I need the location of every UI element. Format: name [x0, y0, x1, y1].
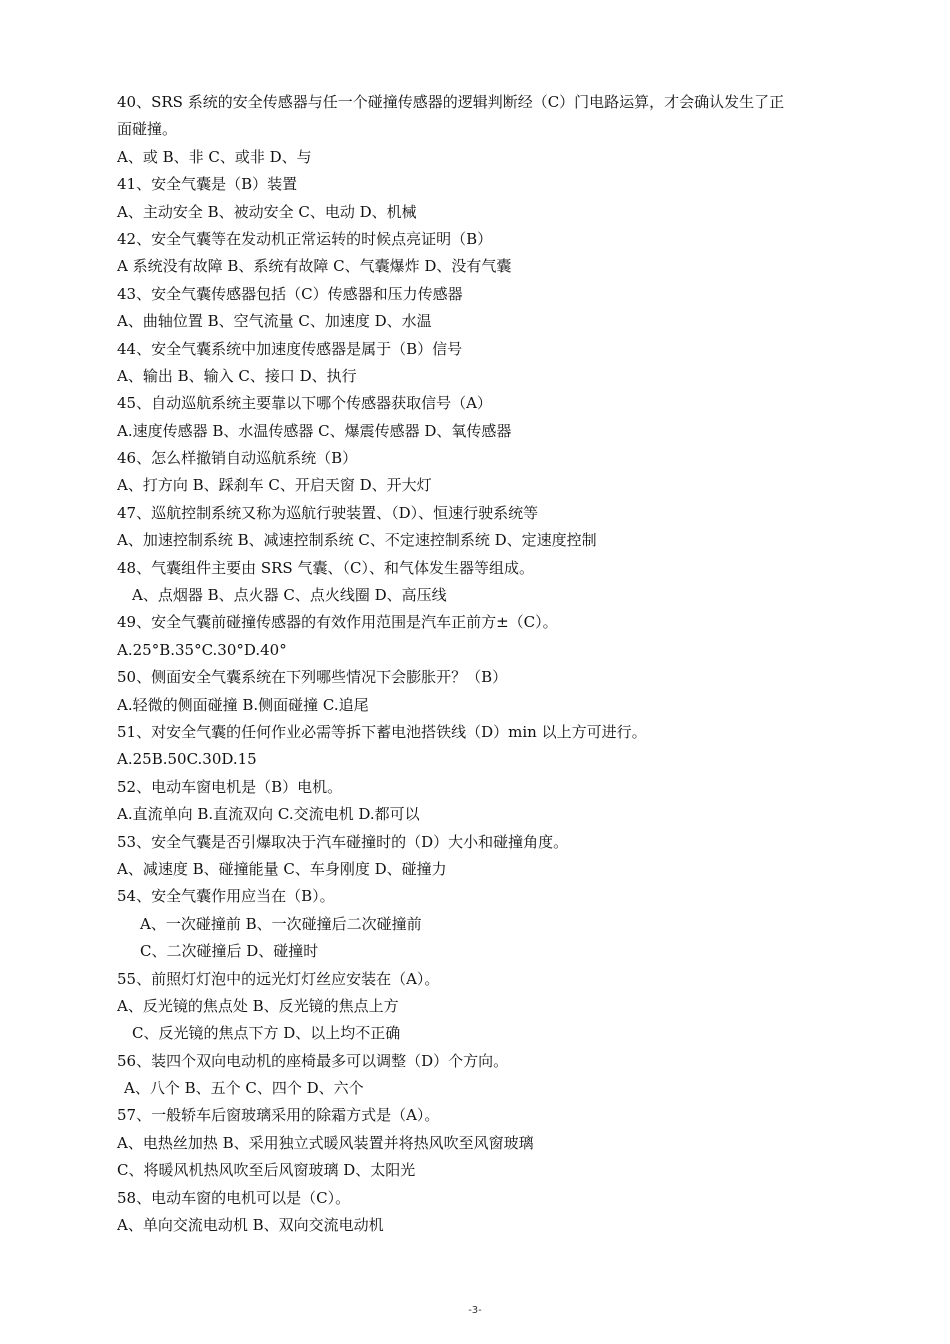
options-50: A.轻微的侧面碰撞 B.侧面碰撞 C.追尾	[117, 695, 369, 714]
question-40-continued: 面碰撞。	[117, 120, 178, 139]
question-40: 40、SRS 系统的安全传感器与任一个碰撞传感器的逻辑判断经（C）门电路运算，才会确认发生了正	[117, 93, 785, 111]
options-57-c: C、将暖风机热风吹至后风窗玻璃 D、太阳光	[117, 1161, 416, 1180]
question-51: 51、对安全气囊的任何作业必需等拆下蓄电池搭铁线（D）min 以上方可进行。	[117, 722, 647, 741]
options-47: A、加速控制系统 B、减速控制系统 C、不定速控制系统 D、定速度控制	[117, 531, 597, 550]
question-53: 53、安全气囊是否引爆取决于汽车碰撞时的（D）大小和碰撞角度。	[117, 832, 569, 851]
options-51: A.25B.50C.30D.15	[117, 750, 257, 769]
options-58: A、单向交流电动机 B、双向交流电动机	[117, 1216, 384, 1235]
options-44: A、输出 B、输入 C、接口 D、执行	[117, 366, 357, 385]
question-47: 47、巡航控制系统又称为巡航行驶装置、（D）、恒速行驶系统等	[117, 503, 539, 522]
options-48: A、点烟器 B、点火器 C、点火线圈 D、高压线	[132, 586, 447, 605]
options-54-c: C、二次碰撞后 D、碰撞时	[140, 942, 319, 961]
question-46: 46、怎么样撤销自动巡航系统（B）	[117, 449, 358, 468]
options-55-a: A、反光镜的焦点处 B、反光镜的焦点上方	[117, 996, 399, 1015]
options-46: A、打方向 B、踩刹车 C、开启天窗 D、开大灯	[117, 476, 432, 495]
question-45: 45、自动巡航系统主要靠以下哪个传感器获取信号（A）	[117, 394, 492, 413]
options-40: A、或 B、非 C、或非 D、与	[117, 147, 312, 166]
question-50: 50、侧面安全气囊系统在下列哪些情况下会膨胀开？（B）	[117, 668, 508, 687]
question-41: 41、安全气囊是（B）装置	[117, 175, 298, 194]
question-43: 43、安全气囊传感器包括（C）传感器和压力传感器	[117, 284, 463, 303]
options-55-c: C、反光镜的焦点下方 D、以上均不正确	[132, 1024, 401, 1043]
question-49: 49、安全气囊前碰撞传感器的有效作用范围是汽车正前方±（C）。	[117, 613, 558, 632]
options-54-a: A、一次碰撞前 B、一次碰撞后二次碰撞前	[140, 914, 422, 933]
options-42: A 系统没有故障 B、系统有故障 C、气囊爆炸 D、没有气囊	[117, 257, 512, 276]
question-list	[117, 89, 877, 1239]
question-57: 57、一般轿车后窗玻璃采用的除霜方式是（A）。	[117, 1106, 440, 1125]
question-55: 55、前照灯灯泡中的远光灯灯丝应安装在（A）。	[117, 969, 440, 988]
options-56: A、八个 B、五个 C、四个 D、六个	[124, 1079, 364, 1098]
options-45: A.速度传感器 B、水温传感器 C、爆震传感器 D、氧传感器	[117, 421, 512, 440]
options-43: A、曲轴位置 B、空气流量 C、加速度 D、水温	[117, 312, 432, 331]
question-56: 56、装四个双向电动机的座椅最多可以调整（D）个方向。	[117, 1051, 509, 1070]
options-57-a: A、电热丝加热 B、采用独立式暖风装置并将热风吹至风窗玻璃	[117, 1133, 534, 1152]
question-52: 52、电动车窗电机是（B）电机。	[117, 777, 343, 796]
question-58: 58、电动车窗的电机可以是（C）。	[117, 1188, 351, 1207]
page-number: -3-	[468, 1305, 482, 1316]
question-48: 48、气囊组件主要由 SRS 气囊、（C）、和气体发生器等组成。	[117, 558, 534, 577]
question-44: 44、安全气囊系统中加速度传感器是属于（B）信号	[117, 339, 463, 358]
options-53: A、减速度 B、碰撞能量 C、车身刚度 D、碰撞力	[117, 859, 447, 878]
question-42: 42、安全气囊等在发动机正常运转的时候点亮证明（B）	[117, 229, 493, 248]
options-52: A.直流单向 B.直流双向 C.交流电机 D.都可以	[117, 805, 420, 824]
question-54: 54、安全气囊作用应当在（B）。	[117, 887, 335, 906]
options-41: A、主动安全 B、被动安全 C、电动 D、机械	[117, 202, 417, 221]
options-49: A.25°B.35°C.30°D.40°	[117, 640, 287, 659]
